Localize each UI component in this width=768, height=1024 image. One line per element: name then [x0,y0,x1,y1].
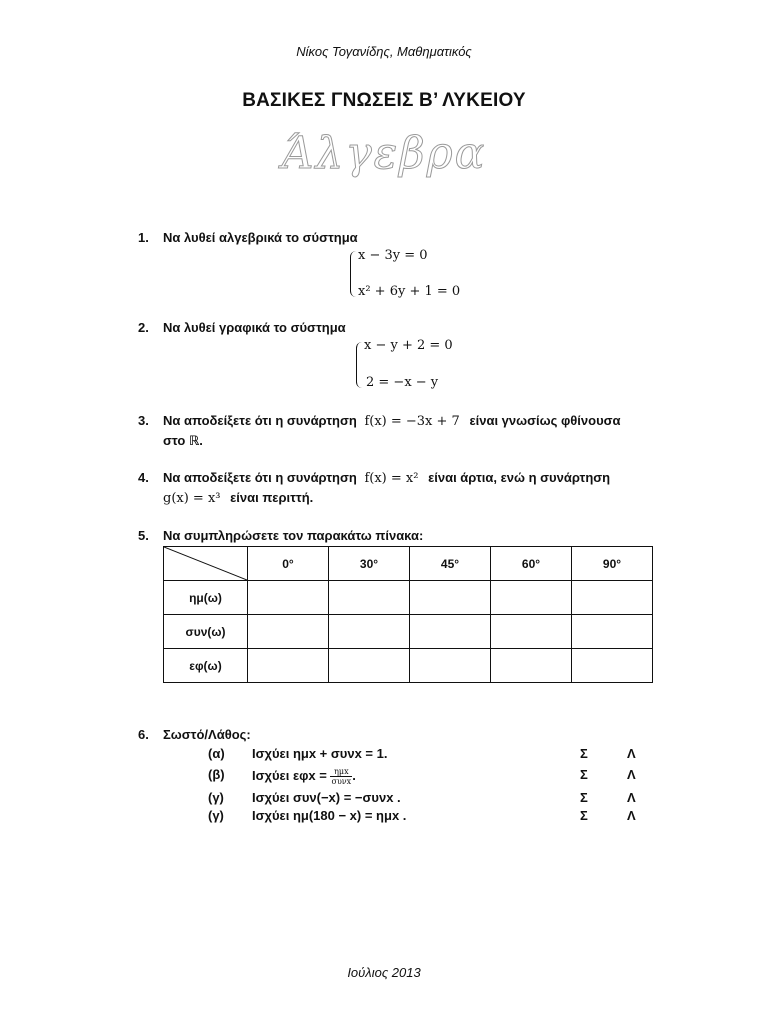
subject-logo: Άλγεβρα [281,128,487,179]
trig-table [163,546,653,683]
system-brace [356,342,363,388]
question-text [163,470,610,486]
item-label: (β) [208,767,225,782]
table-cell[interactable] [491,649,572,683]
author-line: Νίκος Τογανίδης, Μαθηματικός [296,44,472,59]
equation: x − 3y = 0 [358,248,428,263]
table-cell[interactable] [248,649,329,683]
question-text: Να λυθεί αλγεβρικά το σύστημα [163,230,358,245]
true-option[interactable]: Σ [580,808,588,823]
table-cell[interactable] [572,615,653,649]
true-option[interactable]: Σ [580,790,588,805]
question-number: 5. [138,528,149,543]
table-cell[interactable] [248,615,329,649]
true-option[interactable]: Σ [580,746,588,761]
question-number: 1. [138,230,149,245]
table-cell[interactable] [329,615,410,649]
question-text-post: είναι περιττή. [230,490,314,505]
false-option[interactable]: Λ [627,808,636,823]
question-text-mid: είναι άρτια, ενώ η συνάρτηση [428,470,611,485]
false-option[interactable]: Λ [627,767,636,782]
fraction [330,767,352,786]
item-statement [252,767,356,786]
column-header: 90° [572,547,653,581]
question-text-pre: Να αποδείξετε ότι η συνάρτηση [163,470,357,485]
question-number: 6. [138,727,149,742]
function-expression: g(x) = x³ [163,491,221,506]
question-text-post: είναι γνωσίως φθίνουσα [469,413,621,428]
footer-date: Ιούλιος 2013 [347,965,421,980]
item-label: (γ) [208,790,224,805]
row-header: εφ(ω) [164,649,248,683]
question-text: Σωστό/Λάθος: [163,727,251,742]
table-cell[interactable] [248,581,329,615]
equation: x − y + 2 = 0 [364,338,453,353]
item-statement: Ισχύει συν(−x) = −συνx . [252,790,401,805]
question-number: 3. [138,413,149,428]
table-cell[interactable] [572,581,653,615]
table-cell[interactable] [491,615,572,649]
question-text [163,413,621,429]
page-title: ΒΑΣΙΚΕΣ ΓΝΩΣΕΙΣ Β’ ΛΥΚΕΙΟΥ [242,90,526,111]
item-statement-post: . [352,767,356,783]
table-header-row [164,547,653,581]
diagonal-line [164,547,247,580]
table-cell[interactable] [410,615,491,649]
row-header: συν(ω) [164,615,248,649]
question-text-line2: στο ℝ. [163,433,203,448]
column-header: 30° [329,547,410,581]
question-text-pre: Να αποδείξετε ότι η συνάρτηση [163,413,357,428]
table-row [164,615,653,649]
row-header: ημ(ω) [164,581,248,615]
system-brace [350,251,357,297]
item-label: (α) [208,746,225,761]
fraction-denominator: συνx [331,777,352,786]
item-label: (γ) [208,808,224,823]
question-text: Να λυθεί γραφικά το σύστημα [163,320,346,335]
table-row [164,581,653,615]
table-row [164,649,653,683]
table-cell[interactable] [410,581,491,615]
question-number: 4. [138,470,149,485]
item-statement: Ισχύει ημx + συνx = 1. [252,746,388,761]
function-expression: f(x) = −3x + 7 [364,414,460,429]
item-statement-pre: Ισχύει εφx = [252,767,327,783]
equation: 2 = −x − y [366,375,439,390]
fraction-numerator: ημx [330,767,352,777]
table-cell[interactable] [491,581,572,615]
false-option[interactable]: Λ [627,746,636,761]
column-header: 45° [410,547,491,581]
table-cell[interactable] [329,649,410,683]
table-cell[interactable] [572,649,653,683]
question-text-line2 [163,490,313,506]
question-text: Να συμπληρώσετε τον παρακάτω πίνακα: [163,528,424,543]
function-expression: f(x) = x² [364,471,419,486]
table-corner-cell [164,547,248,581]
false-option[interactable]: Λ [627,790,636,805]
question-number: 2. [138,320,149,335]
column-header: 60° [491,547,572,581]
true-option[interactable]: Σ [580,767,588,782]
column-header: 0° [248,547,329,581]
item-statement: Ισχύει ημ(180 − x) = ημx . [252,808,407,823]
table-cell[interactable] [329,581,410,615]
equation: x² + 6y + 1 = 0 [358,284,461,299]
table-cell[interactable] [410,649,491,683]
